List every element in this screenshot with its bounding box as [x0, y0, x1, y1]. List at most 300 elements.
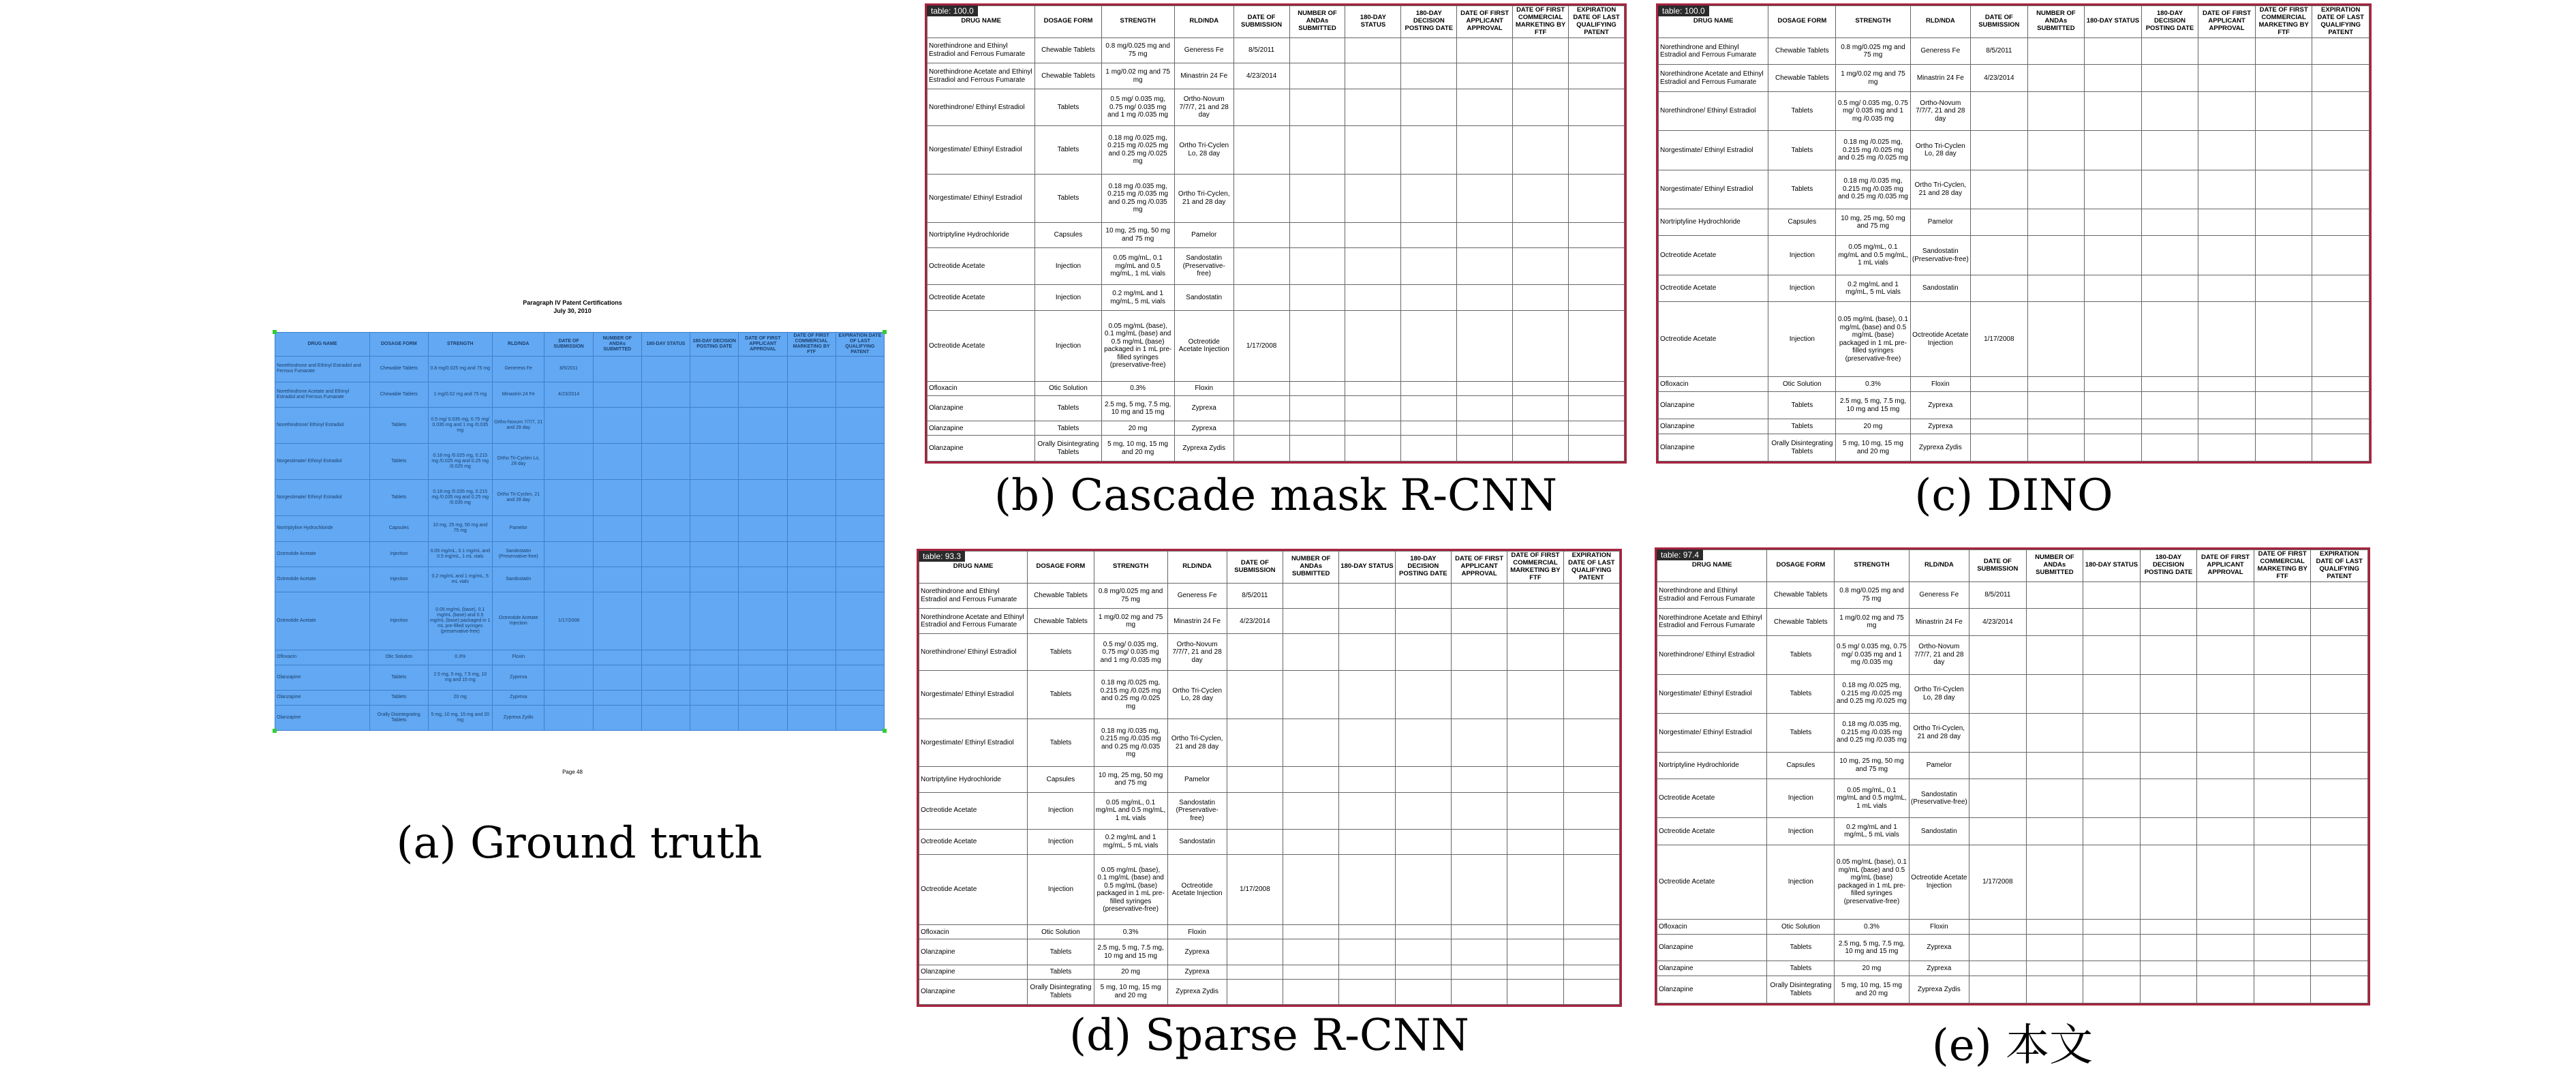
column-header: EXPIRATION DATE OF LAST QUALIFYING PATENT	[1563, 551, 1619, 584]
table-cell: Orally Disintegrating Tablets	[1028, 979, 1094, 1004]
column-header: 180-DAY DECISION POSTING DATE	[690, 333, 739, 357]
table-cell	[690, 705, 739, 731]
table-cell	[2027, 392, 2085, 419]
table-cell	[2312, 236, 2370, 275]
table-cell	[2083, 752, 2141, 779]
table-cell: Zyprexa	[1909, 934, 1969, 961]
table-cell	[2198, 302, 2256, 377]
table-row	[1659, 65, 2370, 92]
table-cell: 0.8 mg/0.025 mg and 75 mg	[1101, 37, 1174, 63]
table-cell: 5 mg, 10 mg, 15 mg and 20 mg	[428, 705, 492, 731]
table-cell: 0.05 mg/mL, 0.1 mg/mL and 0.5 mg/mL, 1 mL vials	[1094, 792, 1167, 829]
table-cell	[2311, 581, 2368, 608]
table-row	[275, 705, 885, 731]
table-cell: 0.2 mg/mL and 1 mg/mL, 5 mL vials	[1836, 275, 1910, 302]
table-cell: Tablets	[1767, 635, 1835, 674]
table-cell	[1969, 635, 2027, 674]
table-cell	[2255, 392, 2312, 419]
table-cell: 2.5 mg, 5 mg, 7.5 mg, 10 mg and 15 mg	[1101, 395, 1174, 421]
table-cell	[787, 516, 835, 541]
column-header: RLD/NDA	[1909, 550, 1969, 582]
table-cell: Tablets	[1768, 392, 1836, 419]
table-cell	[2140, 581, 2197, 608]
table-cell	[2312, 209, 2370, 236]
table-cell: Orally Disintegrating Tablets	[1767, 976, 1835, 1003]
table-cell	[1507, 583, 1563, 608]
table-row	[919, 829, 1620, 854]
column-header: STRENGTH	[1101, 6, 1174, 38]
table-cell	[1289, 248, 1345, 285]
table-cell: Injection	[1028, 829, 1094, 854]
table-cell	[787, 665, 835, 690]
table-cell	[2026, 674, 2083, 713]
table-cell	[593, 705, 641, 731]
table-cell	[1289, 37, 1345, 63]
table-cell: Norgestimate/ Ethinyl Estradiol	[1657, 674, 1767, 713]
table-cell	[1401, 37, 1457, 63]
table-cell	[1971, 419, 2028, 434]
table-cell: Chewable Tablets	[1768, 65, 1836, 92]
column-header: DATE OF FIRST APPLICANT APPROVAL	[2197, 550, 2254, 582]
table-cell: Octreotide Acetate	[927, 285, 1035, 311]
caption-ground-truth: (a) Ground truth	[396, 818, 763, 868]
table-cell: Olanzapine	[927, 395, 1035, 421]
table-cell: Injection	[370, 541, 428, 566]
table-cell	[2197, 752, 2254, 779]
table-cell	[2311, 976, 2368, 1003]
table-row	[919, 719, 1620, 766]
table-row	[275, 444, 885, 480]
table-cell	[1345, 248, 1401, 285]
table-cell	[2198, 275, 2256, 302]
table-cell: Injection	[1767, 818, 1835, 845]
table-cell	[1283, 719, 1339, 766]
table-cell	[1513, 381, 1569, 395]
table-cell	[2255, 302, 2312, 377]
table-cell	[1401, 89, 1457, 125]
table-row	[1659, 236, 2370, 275]
table-cell: Orally Disintegrating Tablets	[1035, 436, 1101, 462]
table-cell	[739, 705, 787, 731]
table-cell	[2198, 37, 2256, 65]
table-cell: 1 mg/0.02 mg and 75 mg	[1835, 609, 1909, 635]
table-cell	[2085, 65, 2142, 92]
column-header: 180-DAY DECISION POSTING DATE	[2140, 550, 2197, 582]
table-cell	[2083, 961, 2141, 976]
table-cell	[690, 566, 739, 592]
column-header: DATE OF FIRST COMMERCIAL MARKETING BY FTF	[2254, 550, 2311, 582]
table-cell: Minastrin 24 Fe	[1910, 65, 1970, 92]
table-cell	[1227, 671, 1283, 719]
table-cell: Zyprexa	[1174, 395, 1233, 421]
table-cell	[641, 592, 690, 650]
table-cell: Norethindrone/ Ethinyl Estradiol	[275, 407, 370, 443]
table-cell	[2026, 976, 2083, 1003]
column-header: DATE OF FIRST COMMERCIAL MARKETING BY FTF	[1507, 551, 1563, 584]
corner-marker	[273, 729, 277, 733]
table-cell	[2255, 236, 2312, 275]
table-cell: Tablets	[1028, 634, 1094, 671]
table-cell: Ortho Tri-Cyclen Lo, 28 day	[1910, 131, 1970, 170]
table-cell	[1969, 961, 2027, 976]
table-cell	[1401, 174, 1457, 222]
table-cell	[1513, 63, 1569, 89]
table-cell	[1395, 583, 1451, 608]
table-cell: Floxin	[1910, 377, 1970, 392]
table-cell: 0.2 mg/mL and 1 mg/mL, 5 mL vials	[1835, 818, 1909, 845]
table-cell: Norethindrone Acetate and Ethinyl Estradiol and Ferrous Fumarate	[927, 63, 1035, 89]
table-cell	[1233, 89, 1289, 125]
table-cell	[1401, 381, 1457, 395]
table-cell	[787, 650, 835, 665]
table-cell	[787, 690, 835, 705]
column-header: 180-DAY STATUS	[2083, 550, 2141, 582]
table-row	[275, 516, 885, 541]
table-cell	[1289, 174, 1345, 222]
table-row	[927, 421, 1625, 436]
table-cell: Olanzapine	[1657, 934, 1767, 961]
table-cell	[2083, 779, 2141, 818]
column-header: RLD/NDA	[1174, 6, 1233, 38]
column-header: 180-DAY STATUS	[2085, 6, 2142, 38]
table-cell	[593, 407, 641, 443]
table-cell	[1563, 829, 1619, 854]
table-cell	[1507, 792, 1563, 829]
table-cell	[1289, 381, 1345, 395]
table-cell: Norethindrone/ Ethinyl Estradiol	[1657, 635, 1767, 674]
table-cell: 0.5 mg/ 0.035 mg, 0.75 mg/ 0.035 mg and 1 mg /0.035 mg	[1835, 635, 1909, 674]
table-cell: Capsules	[1768, 209, 1836, 236]
table-cell	[1569, 421, 1625, 436]
table-cell: Pamelor	[1167, 767, 1227, 792]
table-cell	[1227, 719, 1283, 766]
table-cell: Sandostatin	[1910, 275, 1970, 302]
table-cell	[545, 444, 593, 480]
table-cell: Octreotide Acetate	[1659, 236, 1768, 275]
table-cell	[1395, 671, 1451, 719]
table-cell	[1971, 392, 2028, 419]
table-cell	[2197, 581, 2254, 608]
table-cell	[2083, 609, 2141, 635]
table-cell: Ortho Tri-Cyclen, 21 and 28 day	[1910, 170, 1970, 209]
table-cell: Pamelor	[1174, 222, 1233, 248]
table-cell	[1457, 248, 1513, 285]
column-header: NUMBER OF ANDAs SUBMITTED	[2026, 550, 2083, 582]
table-row	[927, 174, 1625, 222]
table-cell	[2255, 92, 2312, 131]
table-cell	[1395, 939, 1451, 965]
column-header: DATE OF SUBMISSION	[1971, 6, 2028, 38]
table-cell	[1283, 965, 1339, 979]
table-row	[1659, 170, 2370, 209]
table-cell	[1339, 939, 1395, 965]
table-row	[275, 382, 885, 407]
table-cell	[1283, 939, 1339, 965]
table-cell: 2.5 mg, 5 mg, 7.5 mg, 10 mg and 15 mg	[1836, 392, 1910, 419]
table-cell	[1457, 421, 1513, 436]
table-cell	[1507, 939, 1563, 965]
table-cell: Chewable Tablets	[1035, 63, 1101, 89]
table-cell: 10 mg, 25 mg, 50 mg and 75 mg	[428, 516, 492, 541]
table-cell: Octreotide Acetate Injection	[1167, 854, 1227, 925]
table-cell	[1289, 395, 1345, 421]
table-cell: Norgestimate/ Ethinyl Estradiol	[275, 480, 370, 516]
table-cell: Generess Fe	[1174, 37, 1233, 63]
table-cell	[1289, 285, 1345, 311]
table-cell	[1233, 248, 1289, 285]
table-row	[275, 357, 885, 382]
table-row	[1659, 377, 2370, 392]
table-row	[927, 436, 1625, 462]
page-title-text: Paragraph IV Patent Certifications	[523, 299, 622, 306]
table-cell	[690, 516, 739, 541]
table-cell	[1507, 829, 1563, 854]
table-cell: Norethindrone Acetate and Ethinyl Estradiol and Ferrous Fumarate	[919, 609, 1028, 634]
column-header: DATE OF SUBMISSION	[1233, 6, 1289, 38]
table-cell	[2255, 419, 2312, 434]
column-header: DRUG NAME	[927, 6, 1035, 38]
table-cell	[2140, 635, 2197, 674]
table-cell	[690, 480, 739, 516]
table-cell: Octreotide Acetate	[919, 854, 1028, 925]
table-row	[1657, 961, 2368, 976]
table-cell	[2083, 713, 2141, 752]
table-cell: 0.18 mg /0.035 mg, 0.215 mg /0.035 mg and 0.25 mg /0.035 mg	[1836, 170, 1910, 209]
table-cell	[1971, 209, 2028, 236]
table-cell	[1227, 965, 1283, 979]
table-cell	[1401, 63, 1457, 89]
table-cell: 0.8 mg/0.025 mg and 75 mg	[1836, 37, 1910, 65]
column-header: 180-DAY DECISION POSTING DATE	[1401, 6, 1457, 38]
column-header: DATE OF FIRST COMMERCIAL MARKETING BY FTF	[2255, 6, 2312, 38]
table-cell: Minastrin 24 Fe	[1167, 609, 1227, 634]
table-cell	[1345, 436, 1401, 462]
table-cell	[690, 357, 739, 382]
table-row	[919, 609, 1620, 634]
table-cell: Octreotide Acetate	[919, 829, 1028, 854]
table-cell	[545, 541, 593, 566]
table-cell	[2254, 713, 2311, 752]
table-cell: 8/5/2011	[1233, 37, 1289, 63]
table-cell: Otic Solution	[1768, 377, 1836, 392]
table-cell: Olanzapine	[1659, 419, 1768, 434]
table-cell: 0.3%	[1836, 377, 1910, 392]
table-cell: Tablets	[1768, 170, 1836, 209]
table-cell	[641, 650, 690, 665]
table-cell	[690, 444, 739, 480]
table-row	[919, 583, 1620, 608]
table-cell	[1395, 925, 1451, 939]
table-cell	[1345, 381, 1401, 395]
table-row	[1657, 976, 2368, 1003]
table-cell	[1451, 767, 1507, 792]
table-cell	[545, 566, 593, 592]
table-cell	[1283, 792, 1339, 829]
table-cell: 4/23/2014	[1227, 609, 1283, 634]
table-cell	[1451, 965, 1507, 979]
table-cell	[1289, 63, 1345, 89]
table-cell	[2311, 713, 2368, 752]
table-cell	[1233, 381, 1289, 395]
table-cell	[1227, 792, 1283, 829]
table-cell: Norethindrone and Ethinyl Estradiol and Ferrous Fumarate	[927, 37, 1035, 63]
column-header: EXPIRATION DATE OF LAST QUALIFYING PATENT	[2311, 550, 2368, 582]
table-cell	[2197, 779, 2254, 818]
table-row	[275, 541, 885, 566]
table-cell	[835, 480, 884, 516]
table-cell	[2085, 419, 2142, 434]
table-cell	[1507, 854, 1563, 925]
confidence-tag: table: 93.3	[919, 551, 965, 562]
table-cell	[1969, 779, 2027, 818]
table-cell: Norethindrone and Ethinyl Estradiol and Ferrous Fumarate	[919, 583, 1028, 608]
table-cell	[641, 357, 690, 382]
table-row	[275, 592, 885, 650]
table-cell: 0.8 mg/0.025 mg and 75 mg	[428, 357, 492, 382]
table-cell	[1289, 421, 1345, 436]
table-cell	[2140, 713, 2197, 752]
table-cell	[1227, 634, 1283, 671]
table-cell	[1227, 829, 1283, 854]
table-cell	[2140, 845, 2197, 919]
table-cell	[2140, 818, 2197, 845]
table-cell	[1969, 934, 2027, 961]
table-cell: 5 mg, 10 mg, 15 mg and 20 mg	[1836, 434, 1910, 462]
table-cell	[641, 705, 690, 731]
confidence-tag: table: 100.0	[1658, 5, 1709, 16]
table-cell	[1507, 925, 1563, 939]
table-cell	[1507, 965, 1563, 979]
table-cell: Tablets	[1035, 125, 1101, 174]
table-cell	[1401, 436, 1457, 462]
table-cell	[2140, 752, 2197, 779]
table-cell	[2026, 919, 2083, 934]
table-cell	[2140, 779, 2197, 818]
table-cell	[2026, 818, 2083, 845]
table-cell: Norethindrone/ Ethinyl Estradiol	[927, 89, 1035, 125]
table-cell	[1971, 275, 2028, 302]
table-row	[1659, 37, 2370, 65]
table-cell	[835, 382, 884, 407]
table-cell: 0.18 mg /0.025 mg, 0.215 mg /0.025 mg and 0.25 mg /0.025 mg	[1836, 131, 1910, 170]
table-cell: 0.05 mg/mL (base), 0.1 mg/mL (base) and 0.5 mg/mL (base) packaged in 1 mL pre-filled syringes (preservative-free)	[1094, 854, 1167, 925]
table-cell	[1283, 854, 1339, 925]
table-row	[275, 650, 885, 665]
table-cell	[739, 665, 787, 690]
table-cell	[1457, 37, 1513, 63]
table-cell	[2085, 377, 2142, 392]
table-cell: Injection	[370, 566, 428, 592]
table-cell	[2197, 609, 2254, 635]
table-cell: Tablets	[370, 480, 428, 516]
column-header: 180-DAY STATUS	[641, 333, 690, 357]
column-header: NUMBER OF ANDAs SUBMITTED	[593, 333, 641, 357]
table-cell	[739, 357, 787, 382]
table-cell	[739, 541, 787, 566]
table-cell: Sandostatin	[492, 566, 545, 592]
table-cell	[835, 592, 884, 650]
table-cell	[1971, 131, 2028, 170]
table-cell: Injection	[370, 592, 428, 650]
table-cell	[1507, 719, 1563, 766]
table-cell	[2311, 845, 2368, 919]
table-cell	[1507, 609, 1563, 634]
table-cell	[2197, 635, 2254, 674]
table-row	[1657, 581, 2368, 608]
table-cell	[1401, 125, 1457, 174]
table-cell	[2255, 434, 2312, 462]
table-cell	[2085, 170, 2142, 209]
table-cell: Pamelor	[1909, 752, 1969, 779]
table-cell	[835, 444, 884, 480]
table-cell	[787, 541, 835, 566]
table-cell	[1227, 925, 1283, 939]
table-cell	[2141, 131, 2198, 170]
table-cell: Nortriptyline Hydrochloride	[927, 222, 1035, 248]
table-cell: 10 mg, 25 mg, 50 mg and 75 mg	[1835, 752, 1909, 779]
table-cell: 20 mg	[428, 690, 492, 705]
table-cell	[1563, 979, 1619, 1004]
column-header: DATE OF FIRST COMMERCIAL MARKETING BY FTF	[1513, 6, 1569, 38]
table-cell: Generess Fe	[492, 357, 545, 382]
table-cell: Sandostatin (Preservative-free)	[1167, 792, 1227, 829]
table-cell	[835, 541, 884, 566]
table-cell	[2198, 209, 2256, 236]
table-cell: Orally Disintegrating Tablets	[370, 705, 428, 731]
table-cell: Octreotide Acetate	[1657, 845, 1767, 919]
table-cell	[1283, 829, 1339, 854]
table-cell	[1507, 767, 1563, 792]
table-cell: Zyprexa Zydis	[492, 705, 545, 731]
table-cell	[1451, 979, 1507, 1004]
table-cell: 0.8 mg/0.025 mg and 75 mg	[1835, 581, 1909, 608]
table-cell	[2026, 845, 2083, 919]
table-cell	[2027, 302, 2085, 377]
caption-ours: (e) 本文	[1931, 1021, 2094, 1071]
table-cell: Tablets	[1028, 671, 1094, 719]
table-cell	[2311, 779, 2368, 818]
table-cell: Ortho-Novum 7/7/7, 21 and 28 day	[1167, 634, 1227, 671]
table-cell	[1233, 436, 1289, 462]
table-row	[927, 285, 1625, 311]
table-cell	[2027, 65, 2085, 92]
table-row	[919, 854, 1620, 925]
table-cell	[1401, 310, 1457, 381]
table-cell	[739, 407, 787, 443]
table-cell: 10 mg, 25 mg, 50 mg and 75 mg	[1836, 209, 1910, 236]
table-cell: Zyprexa	[1167, 939, 1227, 965]
table-cell	[545, 516, 593, 541]
table-cell	[1563, 965, 1619, 979]
table-cell: Octreotide Acetate	[1657, 779, 1767, 818]
table-cell	[1457, 63, 1513, 89]
table-cell	[1563, 609, 1619, 634]
table-cell	[1401, 222, 1457, 248]
table-cell	[2083, 635, 2141, 674]
table-cell	[1457, 436, 1513, 462]
table-cell	[2198, 92, 2256, 131]
table-cell	[641, 665, 690, 690]
column-header: DOSAGE FORM	[1028, 551, 1094, 584]
table-cell: 0.18 mg /0.035 mg, 0.215 mg /0.035 mg and 0.25 mg /0.035 mg	[428, 480, 492, 516]
table-cell: Norgestimate/ Ethinyl Estradiol	[1659, 170, 1768, 209]
table-cell: 0.05 mg/mL (base), 0.1 mg/mL (base) and 0.5 mg/mL (base) packaged in 1 mL pre-filled syringes (preservative-free)	[1836, 302, 1910, 377]
column-header: 180-DAY DECISION POSTING DATE	[2141, 6, 2198, 38]
table-cell	[1969, 674, 2027, 713]
table-cell: Norethindrone and Ethinyl Estradiol and Ferrous Fumarate	[1657, 581, 1767, 608]
table-cell	[739, 690, 787, 705]
table-cell	[2254, 961, 2311, 976]
